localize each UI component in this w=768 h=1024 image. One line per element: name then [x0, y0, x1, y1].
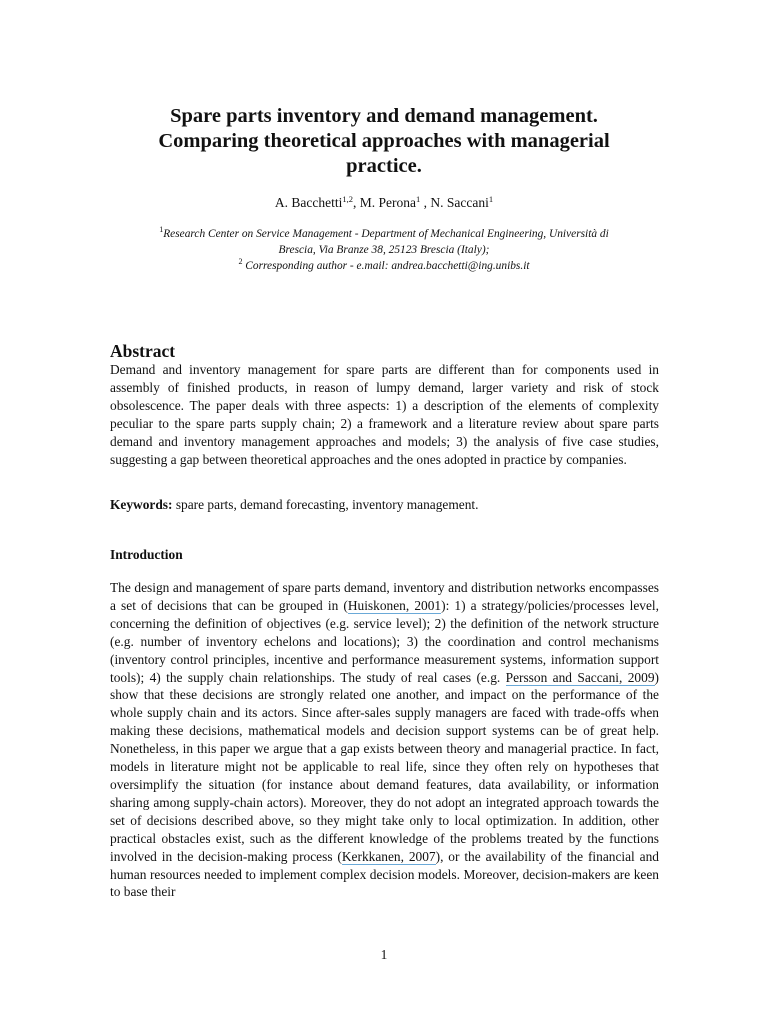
affiliation-line-2: Brescia, Via Branze 38, 25123 Brescia (Italy); [278, 244, 490, 256]
abstract-heading: Abstract [110, 341, 176, 361]
keywords-text: spare parts, demand forecasting, inventory management. [172, 497, 479, 512]
affiliation-text-1: Research Center on Service Management - Department of Mechanical Engineering, Università di [163, 228, 609, 240]
abstract-text: Demand and inventory management for spare parts are different than for components used in assembly of finished products, in reason of lumpy demand, larger variety and risk of stock obsolescence. The paper deals with three aspects: 1) a description of the elements of complexity peculiar to the spare parts supply chain; 2) a framework and a literature review about spare parts demand and inventory management approaches and models; 3) the analysis of five case studies, suggesting a gap between theoretical approaches and the ones adopted in practice by companies. [110, 362, 659, 467]
title-line-1: Spare parts inventory and demand management. [170, 105, 598, 127]
paper-title [100, 104, 668, 179]
introduction-heading: Introduction [110, 547, 183, 562]
affiliations [100, 227, 668, 274]
affiliation-mark-1: 1 [159, 225, 164, 234]
author-2-affiliation-mark: 1 [416, 194, 421, 204]
corresponding-author-text: Corresponding author - e.mail: andrea.bacchetti@ing.unibs.it [242, 260, 530, 272]
intro-text-part-2: ): 1) a strategy/policies/processes level, concerning the definition of objectives (e.g. service level); 2) the definition of the network structure (e.g. number of inventory echelons and locations); 3) the coordination and control mechanisms (inventory control principles, incentive and performance measurement systems, information support tools); 4) the supply chain relationships. The study of real cases (e.g. [110, 597, 659, 685]
author-list [100, 194, 668, 212]
author-3-affiliation-mark: 1 [488, 194, 494, 204]
affiliation-line-3 [100, 259, 668, 274]
citation-link-persson-saccani[interactable]: Persson and Saccani, 2009 [505, 669, 655, 685]
introduction-paragraph [110, 579, 659, 901]
keywords-line [110, 496, 659, 514]
author-2-name: , M. Perona [353, 195, 416, 210]
keywords-label: Keywords: [110, 497, 173, 512]
title-line-2: Comparing theoretical approaches with managerial [158, 130, 610, 152]
page-number: 1 [380, 947, 388, 962]
intro-text-part-1: The design and management of spare parts demand, inventory and distribution networks encompasses a set of decisions that can be grouped in ( [110, 580, 659, 613]
title-line-3: practice. [346, 155, 422, 177]
author-3-name: , N. Saccani [420, 195, 489, 210]
intro-text-part-4: ), or the availability of the financial and human resources needed to implement complex decision models. Moreover, decision-makers are keen to base their [110, 848, 659, 900]
citation-link-kerkkanen[interactable]: Kerkkanen, 2007 [341, 848, 436, 864]
intro-text-part-3: ) show that these decisions are strongly related one another, and impact on the performance of the whole supply chain and its actors. Since after-sales supply managers are faced with trade-offs when making these decisions, mathematical models and decision support systems can be of great help. Nonetheless, in this paper we argue that a gap exists between theory and managerial practice. In fact, models in literature might not be applicable to real life, since they often rely on hypotheses that oversimplify the situation (for instance about demand features, data availability, or information sharing among supply-chain actors). Moreover, they do not adopt an integrated approach towards the set of decisions described above, so they might take only to local optimization. In addition, other practical obstacles exist, such as the different knowledge of the problems treated by the functions involved in the decision-making process ( [110, 669, 659, 864]
author-1-affiliation-mark: 1,2 [342, 194, 353, 204]
affiliation-line-1 [100, 227, 668, 242]
citation-link-huiskonen[interactable]: Huiskonen, 2001 [347, 597, 442, 613]
author-1-name: A. Bacchetti [274, 195, 343, 210]
affiliation-mark-2: 2 [238, 257, 243, 266]
